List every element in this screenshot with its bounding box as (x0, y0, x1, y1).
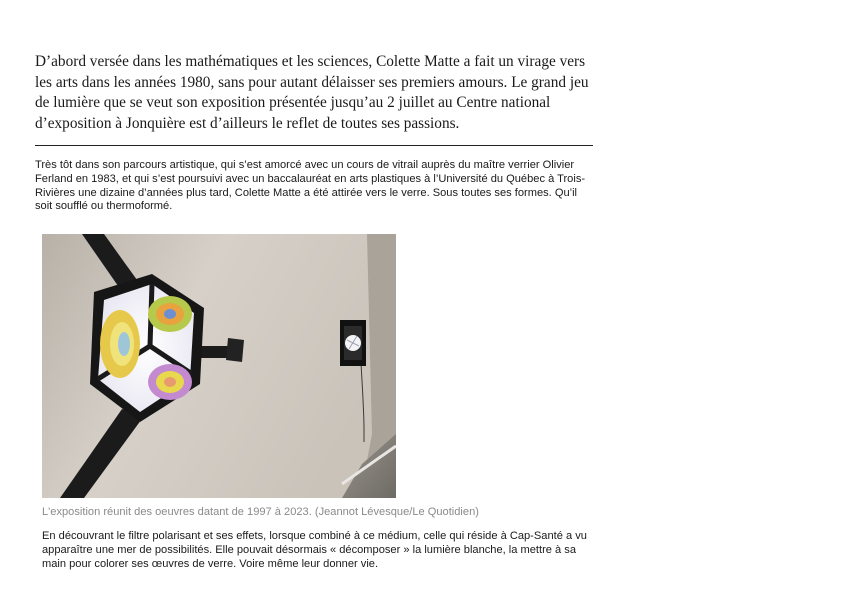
section-divider (35, 145, 593, 146)
photo-caption: L'exposition réunit des oeuvres datant de 1997 à 2023. (Jeannot Lévesque/Le Quotidien) (42, 506, 479, 518)
article-paragraph-1: Très tôt dans son parcours artistique, qui s’est amorcé avec un cours de vitrail auprès du maître verrier Olivier Ferland en 1983, et qui s’est poursuivi avec un baccalauréat en arts plastiques à l’Université du Québec à Trois-Rivières une dizaine d’années plus tard, Colette Matte a été attirée vers le verre. Sous toutes ses formes. Qu’il soit soufflé ou thermoformé. (35, 159, 586, 213)
exhibition-photo-illustration (42, 234, 396, 498)
exhibition-photo (42, 234, 396, 498)
article-paragraph-2: En découvrant le filtre polarisant et ses effets, lorsque combiné à ce médium, celle qui réside à Cap-Santé a vu apparaître une mer de possibilités. Elle pouvait désormais « décomposer » la lumière blanche, la mettre à sa main pour colorer ses œuvres de verre. Voire même leur donner vie. (42, 530, 587, 570)
article-lead: D’abord versée dans les mathématiques et les sciences, Colette Matte a fait un virage vers les arts dans les années 1980, sans pour autant délaisser ses premiers amours. Le grand jeu de lumière que se veut son exposition présentée jusqu’au 2 juillet au Centre national d’exposition à Jonquière est d’ailleurs le reflet de toutes ses passions. (35, 53, 589, 132)
